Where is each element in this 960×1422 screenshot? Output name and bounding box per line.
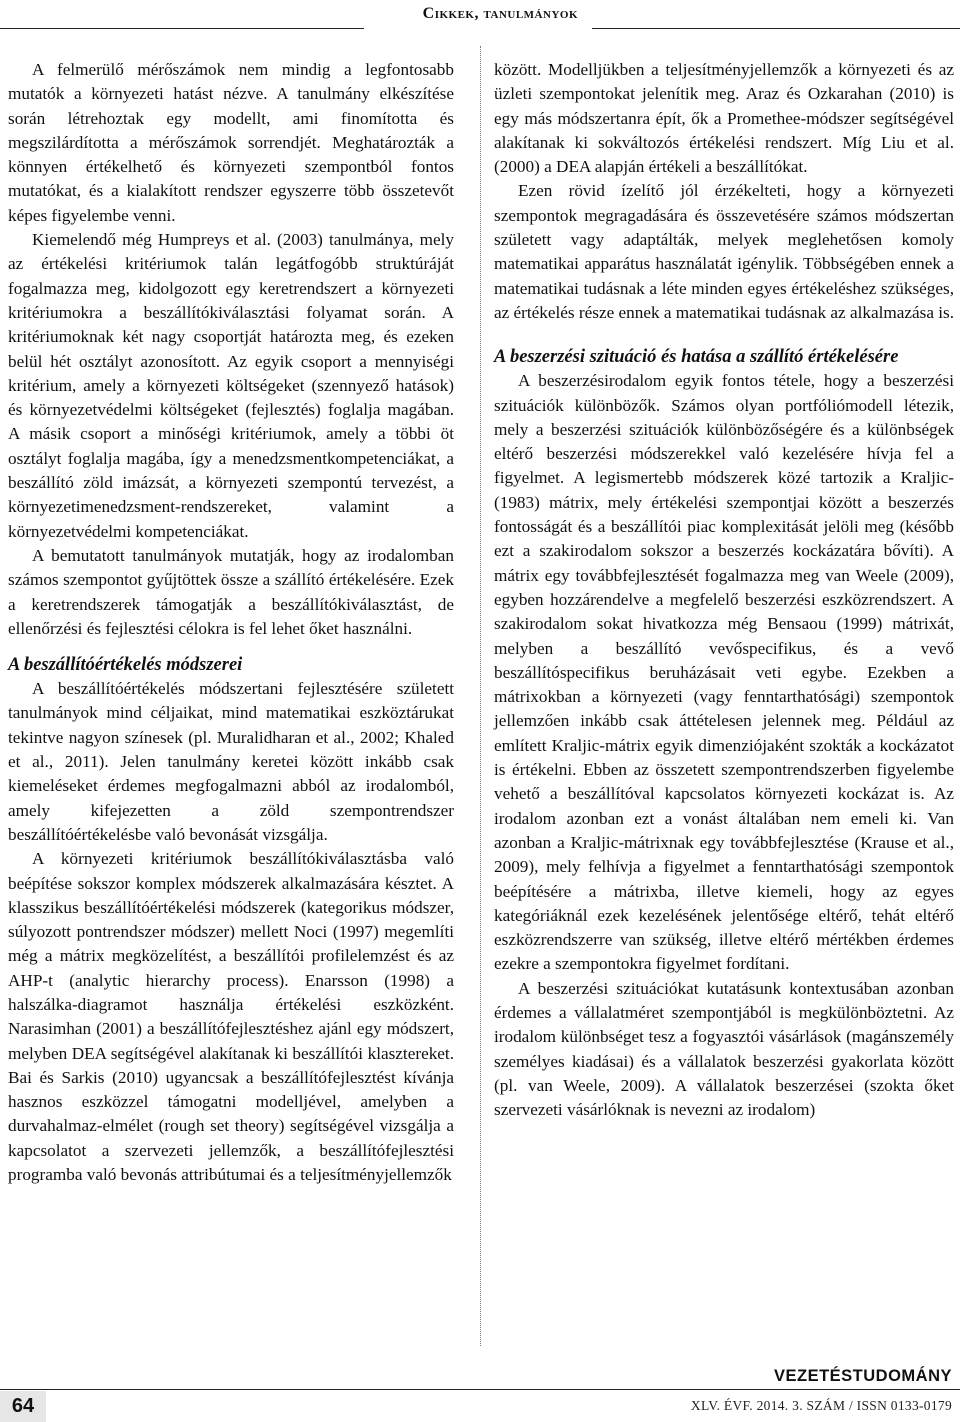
paragraph: A felmerülő mérőszámok nem mindig a legfontosabb mutatók a környezeti hatást nézve. A tanulmány elkészítése során létrehoztak egy modellt, ami finomította és megszilárdította a mérőszámok sorrendjét. Meghatározták a könnyen értékelhető és környezeti szempontból fontos mutatókat, és a kialakított rendszer egyszerre több összetevőt képes figyelembe venni.	[8, 60, 454, 225]
issue-info: XLV. ÉVF. 2014. 3. SZÁM / ISSN 0133-0179	[690, 1398, 952, 1413]
paragraph: Ezen rövid ízelítő jól érzékelteti, hogy a környezeti szempontok megragadására és összevetésére számos módszertan született vagy adaptálták, melyek meglehetősen komoly matematikai apparátus használatát igénylik. Többségében ennek a matematikai tudásnak a léte minden egyes értékeléshez szükséges, az értékelés része ennek a matematikai tudásnak az alkalmazása is.	[494, 181, 955, 322]
paragraph: A beszerzési szituációkat kutatásunk kontextusában azonban érdemes a vállalatméret szempontjából is megkülönböztetni. Az irodalom különbséget tesz a fogyasztói vásárlások (magánszemély személyes kiadásai) és a vállalatok beszerzési gyakorlata között (pl. van Weele, 2009). A vállalatok beszerzései (szokta őket szervezeti vásárlóknak is nevezni az irodalom)	[494, 978, 954, 1120]
paragraph: Kiemelendő még Humpreys et al. (2003) tanulmánya, mely az értékelési kritériumok talán legátfogóbb struktúráját fogalmazza meg, kidolgozott egy keretrendszert a környezeti kritériumokra a beszállítókiválasztási folyamat során. A kritériumoknak két nagy csoportját határozta meg, és ezeken belül hét osztályt azonosított. Az egyik csoport a mennyiségi kritérium, amely a környezeti költségeket (szennyező hatások) és környezetvédelmi költségeket (fejlesztés) foglalja magában. A másik csoport a minőségi kritériumok, amely a többi öt osztályt foglalja magába, így a menedzsmentkompetenciákat, a beszállító zöld imázsát, a környezeti szempontú tervezést, a környezetimenedzsment-rendszereket, valamint a környezetvédelmi kompetenciákat.	[8, 230, 454, 541]
footer-rule	[0, 1389, 960, 1390]
section-heading: A beszerzési szituáció és hatása a szállító értékelésére	[494, 347, 899, 368]
header-rule-left	[0, 28, 364, 29]
left-column	[8, 58, 454, 1187]
section-heading: A beszállítóértékelés módszerei	[8, 655, 243, 676]
section-title: Cikkek, tanulmányok	[422, 5, 578, 22]
paragraph: A környezeti kritériumok beszállítókiválasztásba való beépítése sokszor komplex módszerek alkalmazására késztet. A klasszikus beszállítóértékelési módszerek (kategorikus módszer, súlyozott pontrendszer módszer) mellett Noci (1997) megemlíti még a mátrix megközelítést, a beszállítói profilelemzést és az AHP-t (analytic hierarchy process). Enarsson (1998) a halszálka-diagramot használja értékelési eszközként. Narasimhan (2001) a beszállítófejlesztéshez ajánl egy módszert, melyben DEA segítségével alakítanak ki beszállítói klasztereket. Bai és Sarkis (2010) ugyancsak a beszállítófejlesztést kívánja hasznos eszközzel támogatni modelljével, amelyben a durvahalmaz-elmélet (rough set theory) segítségével vizsgálja a kapcsolatot a szervezeti jellemzők, a beszállítófejlesztési programba való bevonás attribútumai és a teljesítményjellemzők	[8, 849, 454, 1185]
journal-name: VEZETÉSTUDOMÁNY	[773, 1367, 952, 1385]
paragraph: A beszerzésirodalom egyik fontos tétele, hogy a beszerzési szituációk különbözők. Számos olyan portfóliómodell létezik, mely a beszerzési szituációk különbözőségére és a különbségek eltérő beszerzési módszerekkel való kezelésére hívja fel a figyelmet. A legismertebb módszerek közé tartozik a Kraljic-(1983) mátrix, mely értékelési szempontjai között a beszerzés fontosságát és a beszállítói piac komplexitását jelöli meg (később ezt a szakirodalom sokszor a beszerzés kockázatára bővíti). A mátrix egy továbbfejlesztését fogalmazza meg van Weele (2009), egyben hozzárendelve a megfelelő beszerzési eszközrendszert. A szakirodalom sokat hivatkozza még Bensaou (1999) mátrixát, melyben a beszállító vevőspecifikus, és a vevő beszállítóspecifikus beruházásait veti egybe. Ezekben a mátrixokban a környezeti (vagy fenntarthatósági) szempontok jellemzően inkább csak áttételesen jelennek meg. Például az említett Kraljic-mátrix egyik dimenziójaként szokták a kockázatot is értékelni. Ebben az összetett szempontrendszerben figyelembe vehető a beszállítóval kapcsolatos környezeti kockázat is. Az irodalom azonban ezt a vonást általában nem emeli ki. Van azonban a Kraljic-mátrixnak egy továbbfejlesztése (Krause et al., 2009), mely felhívja a figyelmet a fenntarthatósági szempontok beépítésére a mátrixba, illetve kiemeli, hogy az egyes kategóriáknál ezek kezelésének jelentősége eltérő, tehát eltérő eszközrendszerre van szükség, illetve eltérő mértékben érdemes ezekre a szempontokra figyelmet fordítani.	[494, 371, 954, 974]
header-rule-right	[592, 28, 960, 29]
column-divider	[480, 46, 481, 1346]
paragraph: A beszállítóértékelés módszertani fejlesztésére született tanulmányok mind céljaikat, mind matematikai eszköztárukat tekintve nagyon színesek (pl. Muralidharan et al., 2002; Khaled et al., 2011). Jelen tanulmány keretei között inkább csak kiemeléseket érdemes megfogalmazni abból az irodalomból, amely kifejezetten a zöld szempontrendszer beszállítóértékelésbe való bevonását vizsgálja.	[8, 679, 454, 844]
paragraph: A bemutatott tanulmányok mutatják, hogy az irodalomban számos szempontot gyűjtöttek össze a szállító értékelésére. Ezek a keretrendszerek támogatják a beszállítókiválasztást, de ellenőrzési és fejlesztési célokra is fel lehet őket használni.	[8, 545, 454, 638]
page-number: 64	[0, 1391, 46, 1422]
paragraph: között. Modelljükben a teljesítményjellemzők a környezeti és az üzleti szempontokat jelenítik meg. Araz és Ozkarahan (2010) is egy más módszertanra épít, ők a Promethee-módszer segítségével alakítanak ki sokváltozós értékelési rendszert. Míg Liu et al. (2000) a DEA alapján értékeli a beszállítókat.	[494, 60, 954, 177]
right-column	[494, 58, 954, 1122]
